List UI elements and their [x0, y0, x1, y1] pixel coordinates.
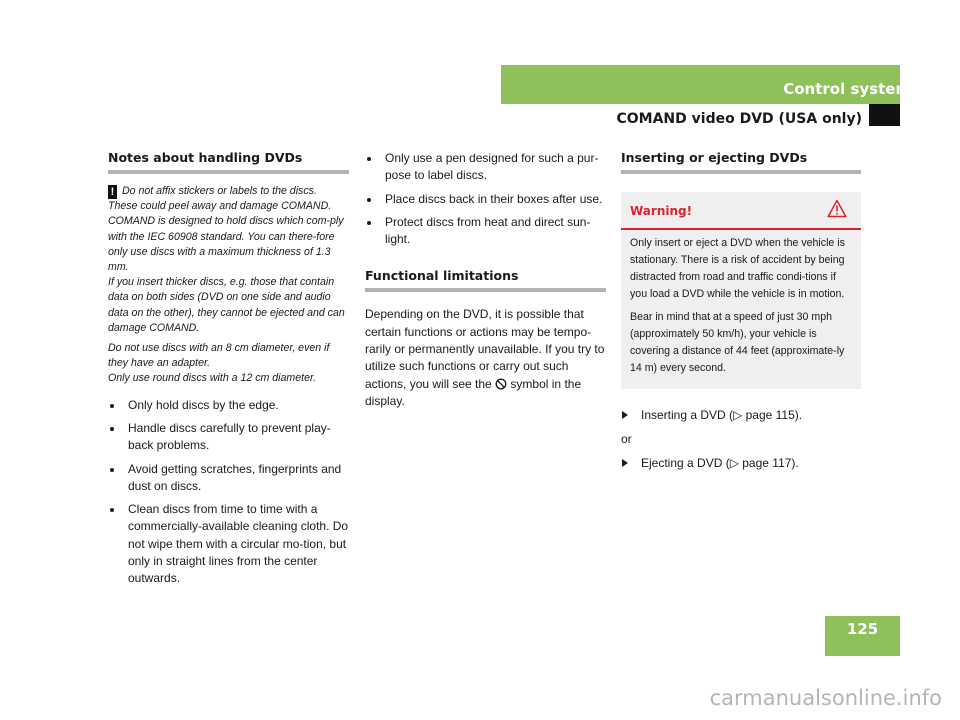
limitations-text-before: Depending on the DVD, it is possible that certain functions or actions may be tempo-rarily or permanently unavailable. If you try to utilize such functions or carry out such actions, you will see the	[365, 307, 605, 391]
steps	[621, 407, 861, 472]
notice-text-1b: If you insert thicker discs, e.g. those that contain data on both sides (DVD on one side and audio data on the other), they cannot be ejected and can damage COMAND.	[108, 276, 345, 334]
list-item: Avoid getting scratches, fingerprints and dust on discs.	[108, 461, 349, 496]
heading-inserting-ejecting: Inserting or ejecting DVDs	[621, 150, 861, 174]
notice-text-2b: Only use round discs with a 12 cm diameter.	[108, 372, 317, 385]
prohibited-symbol-icon	[495, 378, 507, 390]
warning-title: Warning!	[630, 204, 693, 218]
notice-box	[108, 184, 349, 387]
notice-paragraph-2	[108, 341, 349, 387]
limitations-text-after: symbol in the display.	[365, 376, 582, 408]
heading-functional-limitations: Functional limitations	[365, 268, 606, 292]
header-marker	[869, 104, 900, 126]
warning-triangle-icon	[827, 199, 847, 218]
exclamation-icon: !	[108, 185, 117, 199]
notice-paragraph-1	[108, 184, 349, 336]
warning-header	[621, 192, 861, 230]
warning-box	[621, 192, 861, 389]
handling-list	[108, 397, 349, 588]
step-insert-dvd: Inserting a DVD (▷ page 115).	[621, 407, 861, 424]
or-label: or	[621, 432, 632, 446]
column-2	[365, 150, 606, 410]
step-eject-dvd: Ejecting a DVD (▷ page 117).	[621, 455, 861, 472]
chapter-title: Control systems	[783, 80, 920, 98]
list-item: Only use a pen designed for such a pur-pose to label discs.	[365, 150, 606, 185]
list-item: Handle discs carefully to prevent play-back problems.	[108, 420, 349, 455]
list-item: Protect discs from heat and direct sun-light.	[365, 214, 606, 249]
heading-handling-dvds: Notes about handling DVDs	[108, 150, 349, 174]
limitations-paragraph	[365, 306, 606, 410]
section-title: COMAND video DVD (USA only)	[616, 111, 862, 127]
notice-text-2: Do not use discs with an 8 cm diameter, even if they have an adapter.	[108, 342, 330, 370]
warning-paragraph-1: Only insert or eject a DVD when the vehicle is stationary. There is a risk of accident by being distracted from road and traffic condi-tions if you load a DVD while the vehicle is in motion.	[630, 237, 845, 300]
list-item: Clean discs from time to time with a commercially-available cleaning cloth. Do not wipe them with a circular mo-tion, but only in straight lines from the center outwards.	[108, 501, 349, 587]
warning-paragraph-2: Bear in mind that at a speed of just 30 mph (approximately 50 km/h), your vehicle is covering a distance of 44 feet (approximate-ly 14 m) every second.	[630, 311, 845, 374]
list-item: Only hold discs by the edge.	[108, 397, 349, 414]
column-1	[108, 150, 349, 594]
watermark: carmanualsonline.info	[709, 686, 942, 710]
list-item: Place discs back in their boxes after use.	[365, 191, 606, 208]
labeling-list	[365, 150, 606, 248]
warning-body	[621, 230, 861, 389]
page-number: 125	[846, 620, 879, 638]
column-3	[621, 150, 861, 472]
page-number-box	[825, 616, 900, 656]
notice-text-1: Do not affix stickers or labels to the discs. These could peel away and damage COMAND. COMAND is designed to hold discs which com-ply with the IEC 60908 standard. You can there-fore only use discs with a maximum thickness of 1.3 mm.	[108, 185, 344, 274]
